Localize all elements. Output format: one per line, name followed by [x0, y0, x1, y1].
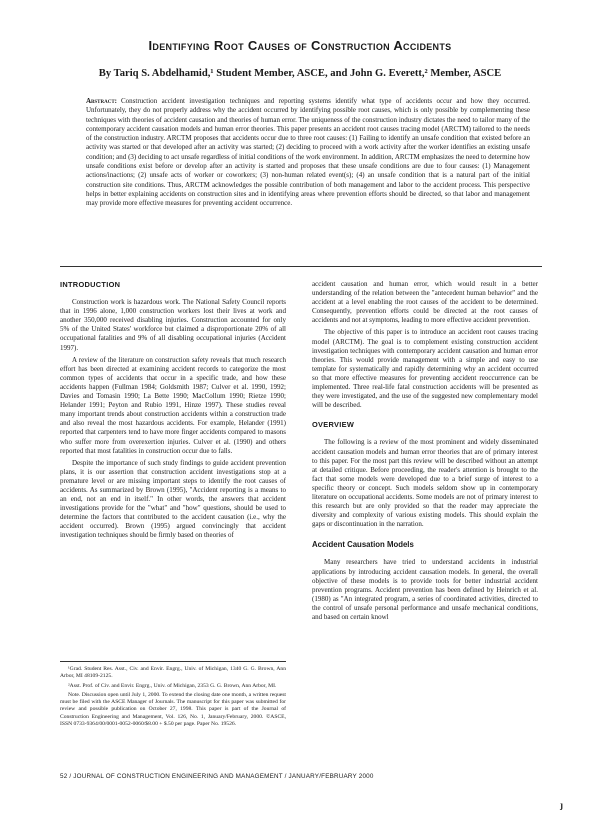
- footnotes: [60, 661, 286, 730]
- intro-paragraph-1: Construction work is hazardous work. The National Safety Council reports that in 1996 alone, 1,000 construction workers lost their lives at work and another 350,000 received disabling injuries. Construction accounted for only 5% of the United States' workforce but claimed a disproportionate 20% of all occupational fatalities and 9% of all disabling occupational injuries (Accident 1997).: [60, 298, 286, 352]
- overview-heading: OVERVIEW: [312, 420, 355, 430]
- left-column: [60, 280, 286, 541]
- right-column: [312, 280, 538, 622]
- objective-paragraph: The objective of this paper is to introduce an accident root causes tracing model (ARCTM). The goal is to complement existing construction accident investigation techniques with contemporary accident causation and human error theories. This would provide management with a simple and easy to use template for systematically and rapidly determining why an accident occurred so that more effective measures for preventing accident reoccurrence can be implemented. Three real-life fatal construction accidents will be presented as they were investigated, and the use of the suggested new complementary model will be described.: [312, 328, 538, 410]
- footnote-note: Note. Discussion open until July 1, 2000. To extend the closing date one month, a written request must be filed with the ASCE Manager of Journals. The manuscript for this paper was submitted for review and possible publication on October 27, 1998. This paper is part of the Journal of Construction Engineering and Management, Vol. 126, No. 1, January/February, 2000. ©ASCE, ISSN 0733-9364/00/0001-0052-0060/$8.00 + $.50 per page. Paper No. 19526.: [60, 691, 286, 728]
- introduction-heading: INTRODUCTION: [60, 280, 121, 289]
- abstract-text: Construction accident investigation techniques and reporting systems identify what type of accidents occur and how they occurred. Unfortunately, they do not properly address why the accident occurred by identifying possible root causes, which is only possible by complementing these techniques with theories of accident causation and theories of human error. The uniqueness of the construction industry dictates the need to tailor many of the contemporary accident causation models and human error theories. This paper presents an accident root causes tracing model (ARCTM) tailored to the needs of the construction industry. ARCTM proposes that accidents occur due to three root causes: (1) Failing to identify an unsafe condition that existed before an activity was started or that developed after an activity was started; (2) deciding to proceed with a work activity after the worker identifies an existing unsafe condition; and (3) deciding to act unsafe regardless of initial conditions of the work environment. In addition, ARCTM emphasizes the need to determine how unsafe conditions exist before or develop after an activity is started and proposes that these unsafe conditions are due to four causes: (1) Management actions/inactions; (2) unsafe acts of worker or coworkers; (3) non-human related event(s); (4) an unsafe condition that is a natural part of the initial construction site conditions. Thus, ARCTM acknowledges the possible contribution of both management and labor to the accident process. This perspective helps in better explaining accidents on construction sites and in identifying areas where prevention efforts should be directed, so that labor and management may provide more effective measures for preventing accident occurrence.: [86, 97, 530, 208]
- corner-mark: ȷ: [560, 800, 563, 810]
- abstract-label: Abstract:: [86, 97, 118, 105]
- footnote-1: ¹Grad. Student Res. Asst., Civ. and Envir. Engrg., Univ. of Michigan, 1340 G. G. Brown, Ann Arbor, MI 48109-2125.: [60, 666, 286, 680]
- overview-paragraph: The following is a review of the most prominent and widely disseminated accident causation models and human error theories that are of primary interest to this paper. For the most part this review will be described without an attempt at detailed critique. Before proceeding, the reader's attention is brought to the fact that some models were developed due to a brief surge of interest to a specific theory or concept. Such models seldom show up in contemporary literature on occupational accidents. Some models are not of primary interest to this research but are only provided so that the reader may appreciate the diversity and complexity of various existing models. This should explain the gaps or discontinuation in the narration.: [312, 438, 538, 529]
- intro-continuation: accident causation and human error, which would result in a better understanding of the relation between the "antecedent human behavior" and the accident at a level enabling the root causes of the accident to be determined. Consequently, prevention efforts could be directed at the root causes of accidents and not at symptoms, leading to more effective accident prevention.: [312, 280, 538, 325]
- page-footer: 52 / JOURNAL OF CONSTRUCTION ENGINEERING AND MANAGEMENT / JANUARY/FEBRUARY 2000: [60, 773, 374, 780]
- accident-causation-paragraph: Many researchers have tried to understand accidents in industrial applications by introducing accident causation models. In general, the overall objective of these models is to provide tools for better industrial accident prevention programs. Accident prevention has been defined by Heinrich et al. (1980) as "An integrated program, a series of coordinated activities, directed to the control of unsafe personal performance and unsafe mechanical conditions, and based on certain knowl: [312, 558, 538, 621]
- abstract-divider: [60, 266, 542, 267]
- intro-paragraph-2: A review of the literature on construction safety reveals that much research effort has been directed at examining accident records to categorize the most common types of accidents that occur in a specific trade, and how these accidents happen (Fullman 1984; Goldsmith 1987; Culver et al. 1990, 1992; Davies and Tomasin 1990; La Bette 1990; MacCollum 1990; Rietze 1990; Helander 1991; Peyton and Rubio 1991, Hinze 1997). These studies reveal many important trends about construction accidents within a construction trade and also reveal the most hazardous accidents. For example, Helander (1991) reported that carpenters tend to have more finger accidents compared to masons who suffer more from overexertion injuries. Culver et al. (1990) and others reported that most fatalities in construction occur due to falls.: [60, 355, 286, 455]
- accident-causation-models-heading: Accident Causation Models: [312, 540, 414, 550]
- author-byline: By Tariq S. Abdelhamid,¹ Student Member, ASCE, and John G. Everett,² Member, ASCE: [98, 68, 502, 79]
- intro-paragraph-3: Despite the importance of such study findings to guide accident prevention plans, it is our assertion that construction accident investigations stop at a premature level or are missing important steps to identify the root causes of accidents. As summarized by Brown (1995), "Accident reporting is a means to an end, not an end in itself." In other words, the answers that accident investigations provide for the "what" and "how" questions, should be used to determine the factors that contributed to the accident causation (i.e., why the accident occurred). Brown (1995) argued convincingly that accident investigation techniques should be firmly based on theories of: [60, 458, 286, 540]
- footnote-2: ²Asst. Prof. of Civ. and Envir. Engrg., Univ. of Michigan, 2353 G. G. Brown, Ann Arbor, MI.: [68, 682, 277, 689]
- abstract: [86, 97, 530, 209]
- paper-title: Identifying Root Causes of Construction Accidents: [148, 38, 452, 53]
